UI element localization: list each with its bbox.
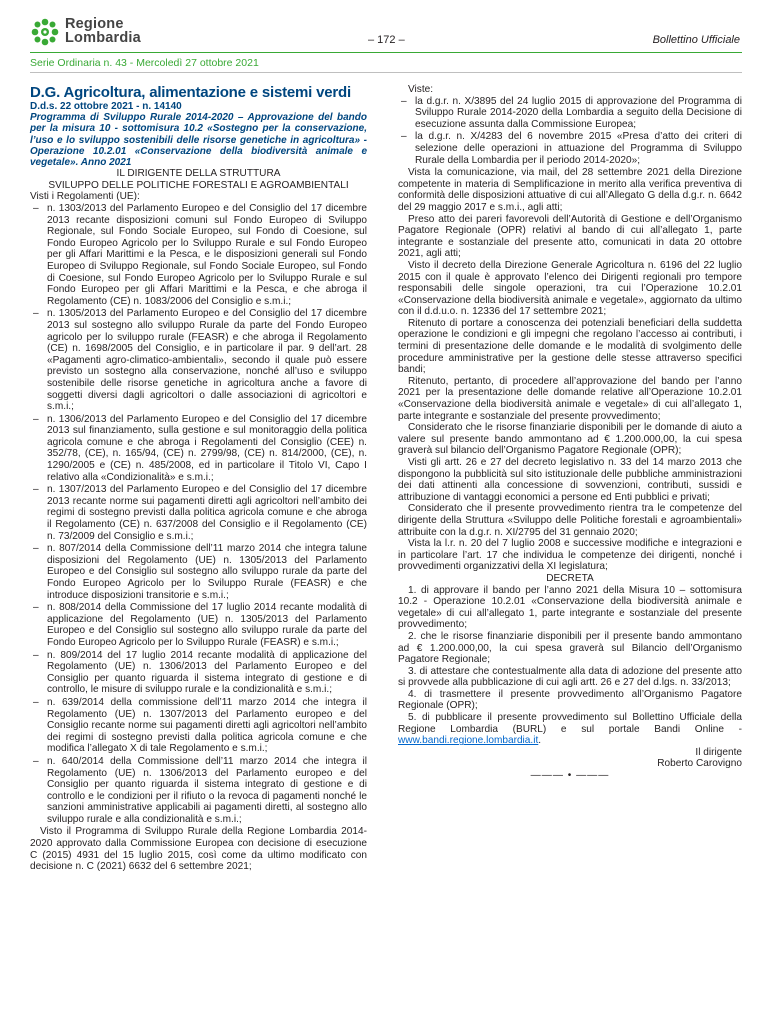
bandi-online-link[interactable]: www.bandi.regione.lombardia.it xyxy=(398,735,539,747)
visti-intro: Visti i Regolamenti (UE): xyxy=(30,191,140,203)
paragraph: Vista la l.r. n. 20 del 7 luglio 2008 e successive modifiche e integrazioni e in particolare l’art. 17 che individua le competenze dei dirigenti, nonché i provvedimenti organizzativi della XI legislatura; xyxy=(398,538,742,573)
decreta-heading: DECRETA xyxy=(546,572,594,584)
rosa-camuna-icon xyxy=(31,18,59,46)
list-item: – la d.g.r. n. X/4283 del 6 novembre 2015 «Presa d’atto dei criteri di selezione delle operazioni in attuazione del Programma di Sviluppo Rurale della Lombardia per il periodo 2014-2020»; xyxy=(398,131,742,166)
signature xyxy=(398,747,742,770)
section-title: D.G. Agricoltura, alimentazione e sistemi verdi xyxy=(30,84,351,101)
right-column xyxy=(398,84,742,782)
page-header xyxy=(0,0,770,69)
viste-intro: Viste: xyxy=(408,84,434,95)
left-column xyxy=(30,84,367,873)
viste-list xyxy=(398,96,742,167)
paragraph: Considerato che le risorse finanziarie disponibili per le domande di aiuto a valere sul presente bando ammontano ad € 1.200.000,00, la cui spesa graverà sul bilancio dell’Organismo Pagatore Regionale (OPR); xyxy=(398,422,742,457)
list-item: – n. 808/2014 della Commissione del 17 luglio 2014 recante modalità di applicazione del Regolamento (UE) n. 1305/2013 del Parlamento Europeo e del Consiglio sul sostegno allo sviluppo rurale da parte del Fondo Europeo Agricolo per lo Sviluppo Rurale (FEASR) e s.m.i.; xyxy=(30,602,367,648)
decision-item: 2. che le risorse finanziarie disponibili per il presente bando ammontano ad € 1.200.000,00, la cui spesa graverà sul Bilancio dell’Organismo Pagatore Regionale; xyxy=(398,630,742,666)
decree-number: D.d.s. 22 ottobre 2021 - n. 14140 xyxy=(30,101,182,112)
psr-paragraph: Visto il Programma di Sviluppo Rurale della Regione Lombardia 2014-2020 approvato dalla Commissione Europea con decisione di esecuzione C (2015) 4931 del 15 luglio 2015, così come da ultimo modificato con decisione n. C (2021) 6632 del 6 settembre 2021; xyxy=(30,826,367,873)
list-item: – n. 809/2014 del 17 luglio 2014 recante modalità di applicazione del Regolamento (UE) n. 1306/2013 del Parlamento Europeo e del Consiglio per quanto riguarda il sistema integrato di gestione e di controllo, le misure di sviluppo rurale e la condizionalità e s.m.i.; xyxy=(30,650,367,696)
paragraph: Considerato che il presente provvedimento rientra tra le competenze del dirigente della Struttura «Sviluppo delle Politiche forestali e agroambientali» attribuite con la d.g.r. n. XI/2795 del 31 gennaio 2020; xyxy=(398,503,742,538)
decision-5-end: . xyxy=(538,735,542,747)
page-number: – 172 – xyxy=(368,34,405,46)
list-item: – n. 640/2014 della Commissione dell’11 marzo 2014 che integra il Regolamento (UE) n. 1306/2013 del Parlamento europeo e del Consiglio per quanto riguarda il sistema integrato di gestione e di controllo e le condizioni per il rifiuto o la revoca di pagamenti nonché le sanzioni amministrative applicabili ai pagamenti diretti, al sostegno allo sviluppo rurale e alla condizionalità e s.m.i.; xyxy=(30,756,367,826)
serie-line: Serie Ordinaria n. 43 - Mercoledì 27 ottobre 2021 xyxy=(30,57,259,69)
decree-heading xyxy=(30,101,367,168)
authority-line-1: IL DIRIGENTE DELLA STRUTTURA xyxy=(116,168,281,180)
decision-item: 4. di trasmettere il presente provvedimento all’Organismo Pagatore Regionale (OPR); xyxy=(398,688,742,712)
header-divider xyxy=(30,52,742,53)
paragraph: Preso atto dei pareri favorevoli dell’Autorità di Gestione e dell’Organismo Pagatore Regionale (OPR) relativi al bando di cui all’allegato 1, parte integrante e sostanziale del presente atto, comunicati in data 20 ottobre 2021, agli atti; xyxy=(398,213,742,260)
paragraph: Visti gli artt. 26 e 27 del decreto legislativo n. 33 del 14 marzo 2013 che dispongono la pubblicità sul sito istituzionale delle pubbliche amministrazioni dei dati attinenti alla concessione di sovvenzioni, contributi, sussidi e attribuzione di vantaggi economici a persone ed Enti pubblici e privati; xyxy=(398,457,742,503)
list-item: – n. 1303/2013 del Parlamento Europeo e del Consiglio del 17 dicembre 2013 recante disposizioni comuni sul Fondo Europeo di Sviluppo Regionale, sul Fondo Sociale Europeo, sul Fondo di Coesione, sul Fondo Europeo Agricolo per lo Sviluppo Rurale e sul Fondo Europeo per gli Affari Marittimi e la Pesca, e le disposizioni generali sul Fondo Europeo di Sviluppo Regionale, sul Fondo Sociale Europeo, sul Fondo di Coesione, sul Fondo Europeo Agricolo per lo Sviluppo Rurale e sul Fondo Europeo per gli Affari Marittimi e la Pesca, e che abroga il Regolamento (CE) n. 1083/2006 del Consiglio e s.m.i.; xyxy=(30,203,367,307)
serie-divider xyxy=(30,72,742,73)
publication-name: Bollettino Ufficiale xyxy=(652,34,740,46)
paragraph: Ritenuto di portare a conoscenza dei potenziali beneficiari della suddetta operazione le condizioni e gli impegni che regolano l’accesso ai contributi, i termini di presentazione delle domande e le modalità di svolgimento delle procedure amministrative per la gestione delle stesse attraverso specifici bandi; xyxy=(398,317,742,376)
logo-wordmark xyxy=(65,17,141,45)
list-item: – la d.g.r. n. X/3895 del 24 luglio 2015 di approvazione del Programma di Sviluppo Rurale 2014-2020 della Lombardia a seguito della Decisione di esecuzione assunta dalla Commissione Europea; xyxy=(398,96,742,131)
regione-lombardia-logo xyxy=(31,16,141,48)
list-item: – n. 1306/2013 del Parlamento Europeo e del Consiglio del 17 dicembre 2013 sul finanziamento, sulla gestione e sul monitoraggio della politica agricola comune e che abroga i Regolamenti del Consiglio (CEE) n. 352/78, (CE), n. 165/94, (CE) n. 2799/98, (CE) n. 814/2000, (CE), n. 1290/2005 e (CE) n. 485/2008, ed in particolare il Titolo VI, Capo I relativo alla «Condizionalità» e s.m.i.; xyxy=(30,414,367,484)
decision-item xyxy=(398,712,742,747)
signature-name: Roberto Carovigno xyxy=(657,758,742,770)
decision-5-text: 5. di pubblicare il presente provvedimento sul Bollettino Ufficiale della Regione Lombardia (BURL) e sul portale Bandi Online - xyxy=(398,712,742,735)
list-item: – n. 1305/2013 del Parlamento Europeo e del Consiglio del 17 dicembre 2013 sul sostegno allo sviluppo Rurale da parte del Fondo Europeo agricolo per lo sviluppo rurale (FEASR) e che abroga il Regolamento (CE) n. 1698/2005 del Consiglio, e in particolare il par. 9 dell’art. 28 «Pagamenti agro-climatico-ambientali», secondo il quale può essere previsto un sostegno alla conservazione, nonché all’uso e sviluppo sostenibile delle risorse genetiche in agricoltura anche a favore di soggetti diversi dagli agricoltori o dalle associazioni di agricoltori e s.m.i.; xyxy=(30,308,367,412)
logo-line-1: Regione xyxy=(65,16,124,32)
logo-line-2: Lombardia xyxy=(65,30,141,46)
paragraph: Vista la comunicazione, via mail, del 28 settembre 2021 della Direzione competente in materia di Semplificazione in merito alla verifica preventiva di conformità delle disposizioni attuative di cui all’Allegato G della d.g.r. n. 6642 del 29 maggio 2017 e s.m.i., agli atti; xyxy=(398,167,742,213)
list-item: – n. 639/2014 della commissione dell’11 marzo 2014 che integra il Regolamento (UE) n. 1307/2013 del Parlamento europeo e del Consiglio recante norme sui pagamenti diretti agli agricoltori nell’ambito dei regimi di sostegno previsti dalla politica agricola comune e che modifica l’allegato X di tale Regolamento e s.m.i.; xyxy=(30,697,367,755)
authority-line-2: SVILUPPO DELLE POLITICHE FORESTALI E AGROAMBIENTALI xyxy=(48,179,349,191)
regulations-list xyxy=(30,203,367,825)
end-mark: ——— • ——— xyxy=(530,770,610,782)
decision-item: 3. di attestare che contestualmente alla data di adozione del presente atto si provvede alla pubblicazione di cui agli artt. 26 e 27 del d.lgs. n. 33/2013; xyxy=(398,665,742,689)
list-item: – n. 807/2014 della Commissione dell’11 marzo 2014 che integra talune disposizioni del Regolamento (UE) n. 1305/2013 del Parlamento Europeo e del Consiglio sul sostegno allo sviluppo rurale da parte del Fondo Europeo Agricolo per lo Sviluppo Rurale (FEASR) e che introduce disposizioni transitorie e s.m.i.; xyxy=(30,543,367,601)
decree-subject: Programma di Sviluppo Rurale 2014-2020 – Approvazione del bando per la misura 10 - sottomisura 10.2 «Sostegno per la conservazione, l’uso e lo sviluppo sostenibili delle risorse genetiche in agricoltura» - Operazione 10.2.01 «Conservazione della biodiversità animale e vegetale». Anno 2021 xyxy=(30,112,367,169)
paragraph: Visto il decreto della Direzione Generale Agricoltura n. 6196 del 22 luglio 2015 con il quale è approvato l’elenco dei Dirigenti regionali pro tempore responsabili delle singole operazioni, tra cui l’Operazione 10.2.01 «Conservazione della biodiversità animale e vegetale», aggiornato da ultimo con il d.d.u.o. n. 12336 del 17 settembre 2021; xyxy=(398,259,742,318)
decision-item: 1. di approvare il bando per l’anno 2021 della Misura 10 – sottomisura 10.2 - Operazione 10.2.01 «Conservazione della biodiversità animale e vegetale» di cui all’allegato 1, parte integrante e sostanziale del presente provvedimento; xyxy=(398,584,742,631)
paragraph: Ritenuto, pertanto, di procedere all’approvazione del bando per l’anno 2021 per la presentazione delle domande relative all’Operazione 10.2.01 «Conservazione della biodiversità animale e vegetale» di cui all’allegato 1, parte integrante e sostanziale del presente provvedimento; xyxy=(398,375,742,422)
list-item: – n. 1307/2013 del Parlamento Europeo e del Consiglio del 17 dicembre 2013 recante norme sui pagamenti diretti agli agricoltori nell’ambito dei regimi di sostegno previsti dalla politica agricola comune e che abroga il Regolamento (CE) n. 637/2008 del Consiglio e il Regolamento (CE) n. 73/2009 del Consiglio e s.m.i.; xyxy=(30,484,367,542)
signature-role: Il dirigente xyxy=(695,746,742,758)
